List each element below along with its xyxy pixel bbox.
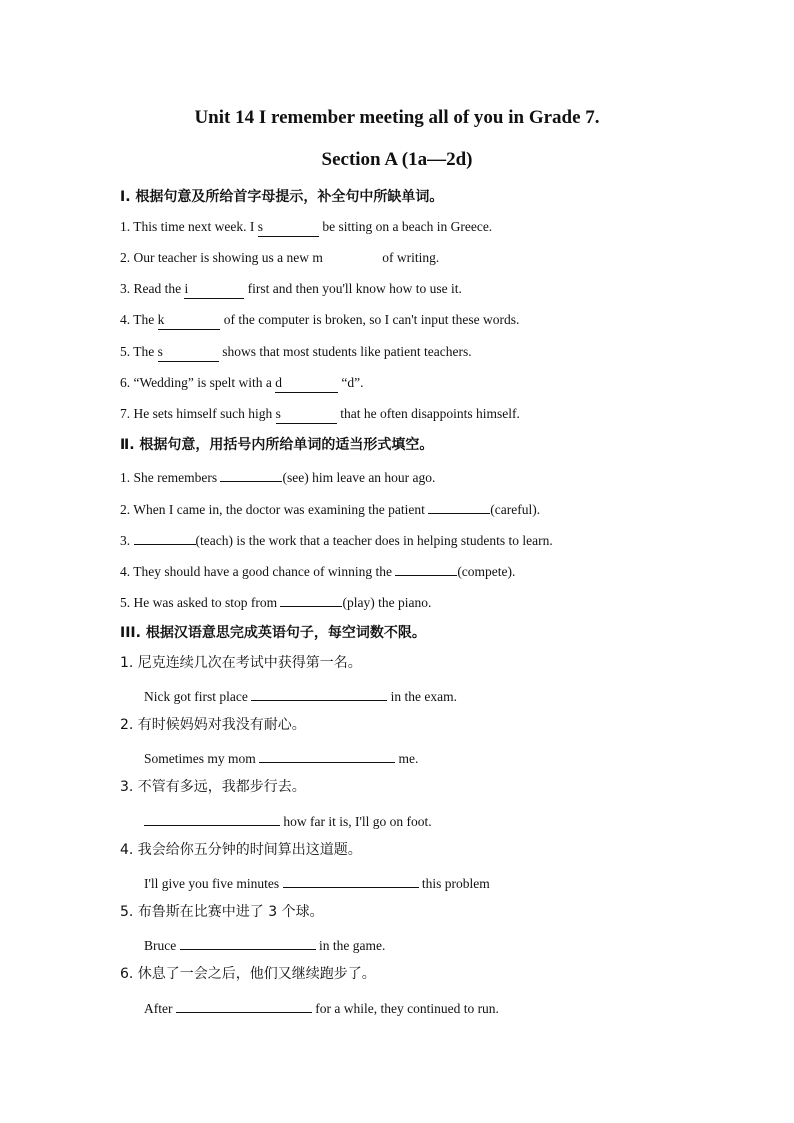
answer-blank[interactable] [220, 467, 282, 482]
answer-blank[interactable] [323, 249, 379, 267]
answer-blank[interactable] [276, 405, 337, 424]
question-text: (see) him leave an hour ago. [282, 470, 436, 485]
chinese-prompt: 1. 尼克连续几次在考试中获得第一名。 [120, 655, 362, 671]
question-text: 1. She remembers [120, 470, 221, 485]
question-item [120, 343, 472, 362]
chinese-prompt: 5. 布鲁斯在比赛中进了 3 个球。 [120, 904, 324, 920]
question-text: this problem [418, 876, 490, 891]
initial-letter: s [257, 219, 263, 234]
question-item [120, 405, 520, 424]
english-sentence [144, 998, 499, 1018]
question-text: 4. The [120, 312, 158, 327]
question-text: first and then you'll know how to use it. [244, 281, 462, 296]
part1-heading: Ⅰ. 根据句意及所给首字母提示，补全句中所缺单词。 [120, 189, 444, 205]
question-text: (play) the piano. [342, 595, 432, 610]
answer-blank[interactable] [158, 311, 221, 330]
question-text: 5. He was asked to stop from [120, 595, 281, 610]
question-text: how far it is, I'll go on foot. [280, 814, 432, 829]
answer-blank[interactable] [158, 343, 219, 362]
question-text: (teach) is the work that a teacher does in helping students to learn. [195, 533, 553, 548]
question-text: I'll give you five minutes [144, 876, 283, 891]
question-item [120, 530, 553, 550]
english-sentence [144, 935, 385, 955]
english-sentence [144, 686, 457, 706]
question-item [120, 467, 435, 487]
question-text: me. [395, 751, 419, 766]
question-item [120, 374, 364, 393]
question-text: that he often disappoints himself. [336, 406, 520, 421]
initial-letter: d [275, 375, 283, 390]
question-text: shows that most students like patient teachers. [218, 344, 472, 359]
page-title: Unit 14 I remember meeting all of you in Grade 7. [194, 107, 600, 128]
question-text: After [144, 1001, 176, 1016]
answer-blank[interactable] [176, 998, 312, 1013]
question-text: (compete). [457, 564, 516, 579]
initial-letter: s [157, 344, 163, 359]
question-text: 3. Read the [120, 281, 185, 296]
question-text: Bruce [144, 938, 180, 953]
question-text: in the exam. [387, 689, 457, 704]
question-text: 5. The [120, 344, 158, 359]
question-text: Nick got first place [144, 689, 252, 704]
answer-blank[interactable] [283, 873, 419, 888]
question-text: 2. Our teacher is showing us a new m [120, 250, 323, 265]
english-sentence [144, 748, 418, 768]
english-sentence [144, 873, 490, 893]
answer-blank[interactable] [251, 686, 387, 701]
answer-blank[interactable] [428, 499, 490, 514]
question-item [120, 280, 462, 299]
answer-blank[interactable] [259, 748, 395, 763]
answer-blank[interactable] [280, 592, 342, 607]
page-subtitle: Section A (1a—2d) [321, 149, 473, 170]
question-item [120, 249, 439, 267]
english-sentence [144, 811, 432, 831]
question-text: 1. This time next week. I [120, 219, 258, 234]
part3-heading: III. 根据汉语意思完成英语句子，每空词数不限。 [120, 625, 426, 641]
answer-blank[interactable] [395, 561, 457, 576]
initial-letter: k [157, 312, 165, 327]
question-item [120, 499, 540, 519]
question-text: “d”. [338, 375, 364, 390]
initial-letter: i [184, 281, 189, 296]
question-text: 7. He sets himself such high [120, 406, 276, 421]
question-text: for a while, they continued to run. [311, 1001, 499, 1016]
question-text: of the computer is broken, so I can't input these words. [220, 312, 520, 327]
answer-blank[interactable] [180, 935, 316, 950]
question-text: in the game. [315, 938, 386, 953]
question-text: Sometimes my mom [144, 751, 260, 766]
question-item [120, 561, 515, 581]
part2-heading: Ⅱ. 根据句意，用括号内所给单词的适当形式填空。 [120, 437, 434, 453]
question-text: 4. They should have a good chance of winning the [120, 564, 396, 579]
chinese-prompt: 3. 不管有多远，我都步行去。 [120, 779, 306, 795]
answer-blank[interactable] [144, 811, 280, 826]
question-item [120, 218, 492, 237]
answer-blank[interactable] [134, 530, 196, 545]
question-item [120, 311, 519, 330]
chinese-prompt: 2. 有时候妈妈对我没有耐心。 [120, 717, 306, 733]
answer-blank[interactable] [258, 218, 319, 237]
answer-blank[interactable] [184, 280, 244, 299]
answer-blank[interactable] [275, 374, 338, 393]
question-text: of writing. [378, 250, 440, 265]
question-text: 6. “Wedding” is spelt with a [120, 375, 276, 390]
chinese-prompt: 4. 我会给你五分钟的时间算出这道题。 [120, 842, 362, 858]
question-text: 2. When I came in, the doctor was examining the patient [120, 502, 429, 517]
initial-letter: s [275, 406, 281, 421]
question-item [120, 592, 431, 612]
question-text: 3. [120, 533, 134, 548]
chinese-prompt: 6. 休息了一会之后，他们又继续跑步了。 [120, 966, 376, 982]
question-text: (careful). [490, 502, 541, 517]
question-text: be sitting on a beach in Greece. [319, 219, 493, 234]
